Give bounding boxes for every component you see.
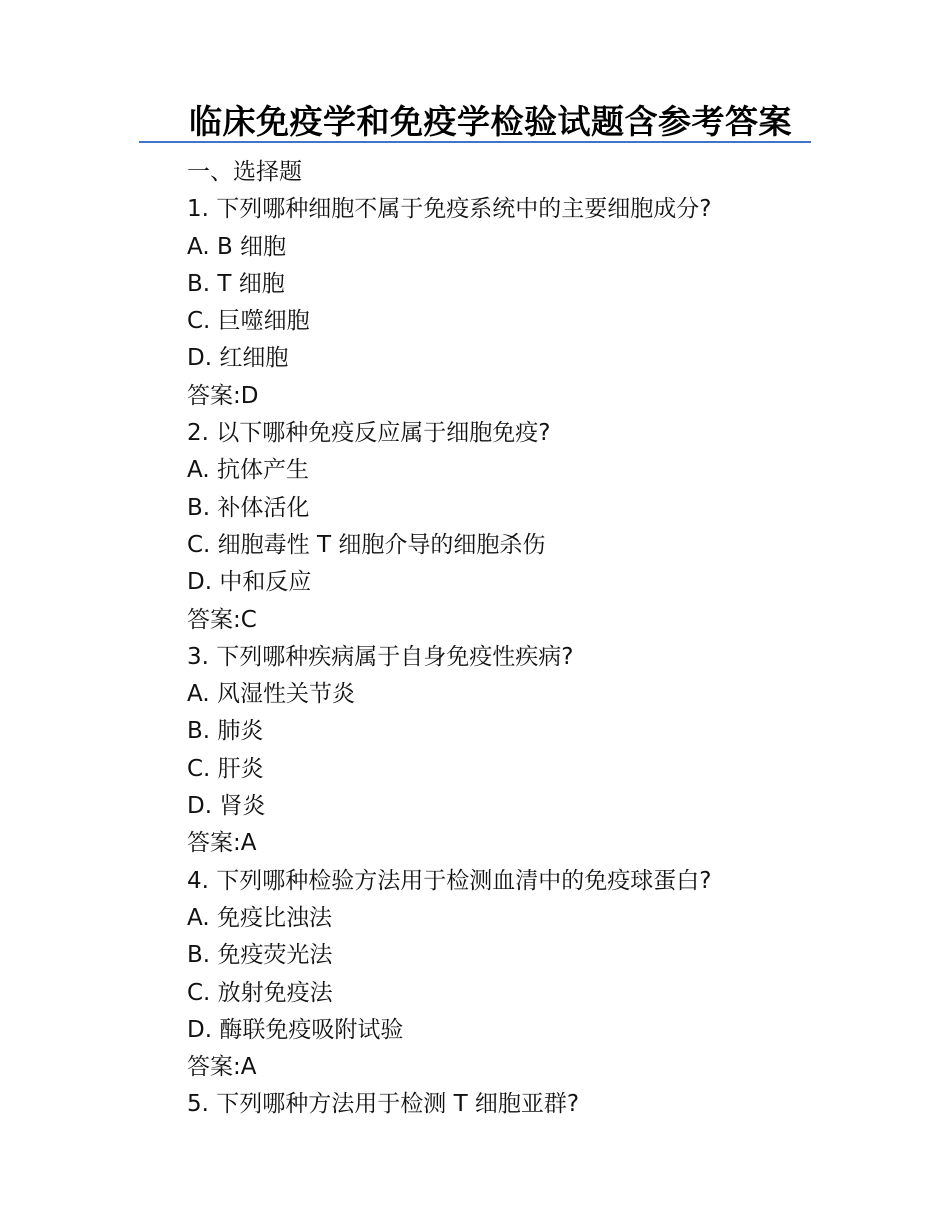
answer-line: 答案:A — [187, 1054, 257, 1081]
option-d: D. 肾炎 — [187, 793, 266, 820]
title-underline — [139, 141, 811, 143]
question-1 — [187, 191, 827, 415]
question-stem: 3. 下列哪种疾病属于自身免疫性疾病? — [187, 643, 574, 670]
option-d: D. 酶联免疫吸附试验 — [187, 1016, 404, 1043]
option-a: A. 风湿性关节炎 — [187, 681, 355, 708]
question-4 — [187, 863, 827, 1087]
option-c: C. 放射免疫法 — [187, 979, 333, 1006]
option-b: B. 免疫荧光法 — [187, 942, 333, 969]
option-d: D. 中和反应 — [187, 569, 312, 596]
document-title: 临床免疫学和免疫学检验试题含参考答案 — [189, 102, 792, 141]
answer-line: 答案:A — [187, 830, 257, 857]
option-a: A. 免疫比浊法 — [187, 904, 332, 931]
answer-line: 答案:C — [187, 606, 257, 633]
option-a: A. 抗体产生 — [187, 457, 309, 484]
document-body — [187, 154, 827, 1124]
question-stem: 4. 下列哪种检验方法用于检测血清中的免疫球蛋白? — [187, 867, 712, 894]
question-stem: 5. 下列哪种方法用于检测 T 细胞亚群? — [187, 1091, 580, 1118]
option-d: D. 红细胞 — [187, 345, 289, 372]
title-block — [139, 101, 811, 143]
answer-line: 答案:D — [187, 382, 259, 409]
option-b: B. 补体活化 — [187, 494, 310, 521]
question-3 — [187, 639, 827, 863]
option-b: B. T 细胞 — [187, 270, 285, 297]
option-a: A. B 细胞 — [187, 233, 287, 260]
question-stem: 2. 以下哪种免疫反应属于细胞免疫? — [187, 420, 551, 447]
question-stem: 1. 下列哪种细胞不属于免疫系统中的主要细胞成分? — [187, 196, 712, 223]
question-5 — [187, 1086, 827, 1123]
option-c: C. 细胞毒性 T 细胞介导的细胞杀伤 — [187, 531, 546, 558]
question-2 — [187, 415, 827, 639]
option-c: C. 巨噬细胞 — [187, 308, 310, 335]
option-c: C. 肝炎 — [187, 755, 264, 782]
section-heading: 一、选择题 — [187, 159, 302, 185]
option-b: B. 肺炎 — [187, 718, 264, 745]
